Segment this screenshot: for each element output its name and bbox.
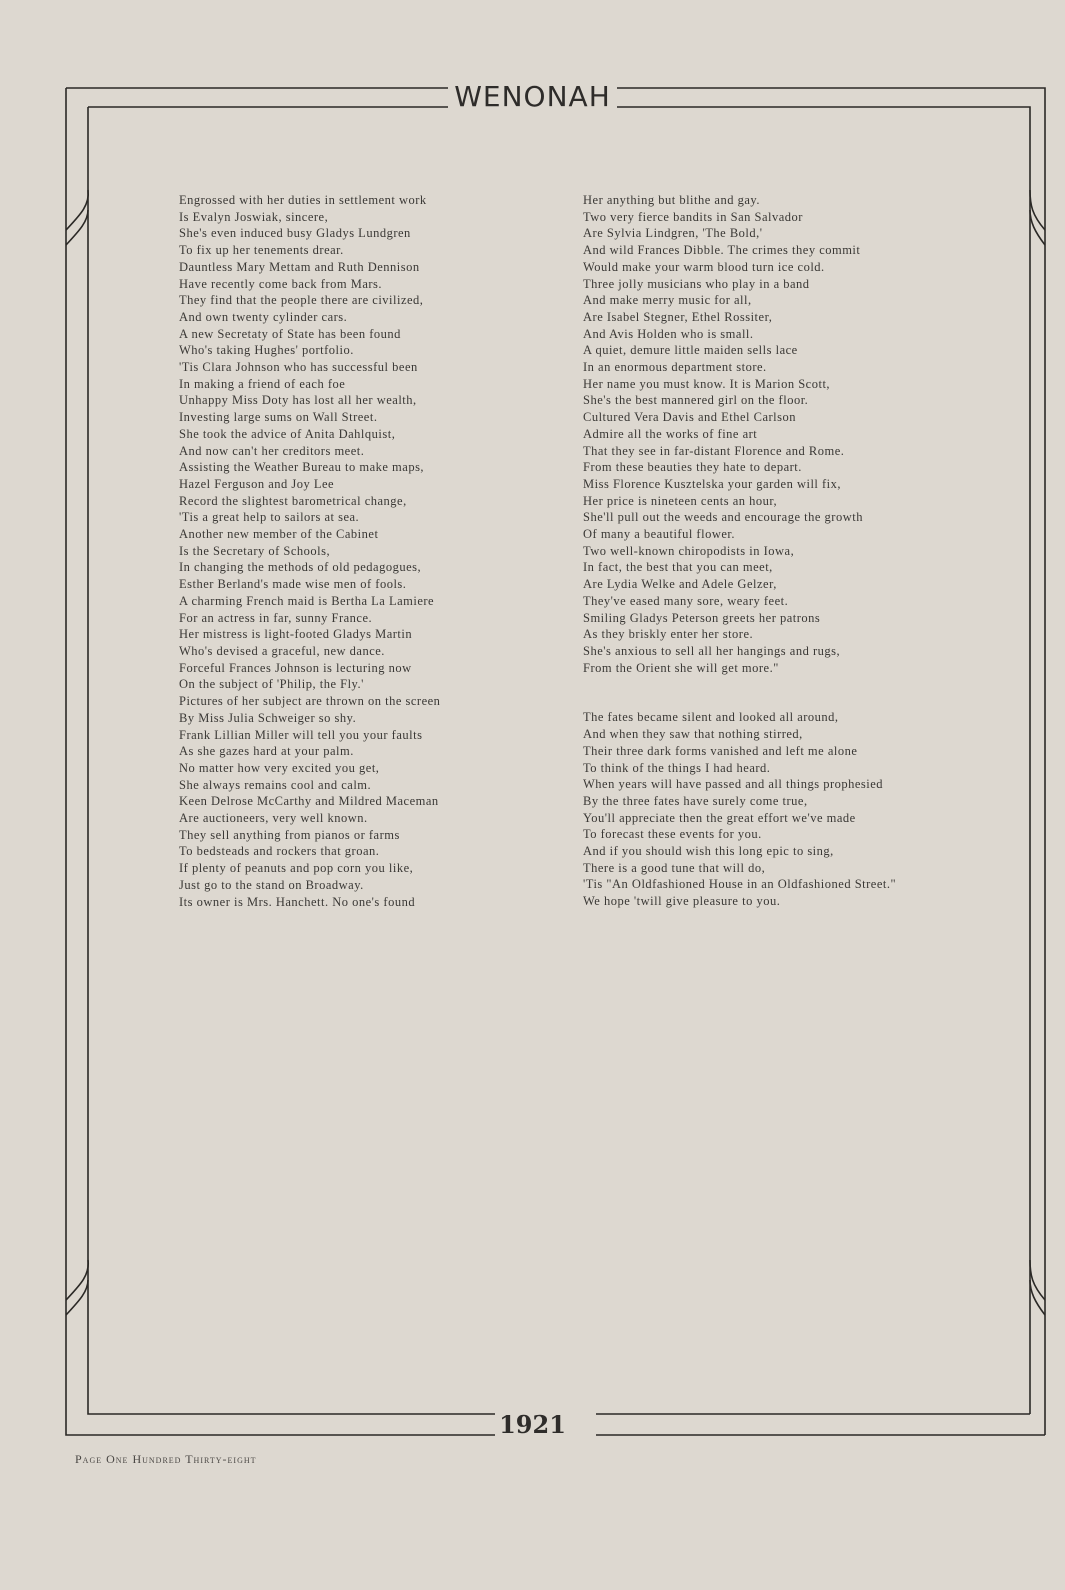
poem-column-left bbox=[179, 192, 519, 910]
poem-line: She's even induced busy Gladys Lundgren bbox=[179, 226, 411, 241]
poem-line: A new Secretaty of State has been found bbox=[179, 326, 401, 341]
poem-line: Are Sylvia Lindgren, 'The Bold,' bbox=[583, 226, 763, 241]
poem-line: Hazel Ferguson and Joy Lee bbox=[179, 476, 335, 491]
page-number-caption: Page One Hundred Thirty-eight bbox=[75, 1452, 257, 1466]
poem-line: Unhappy Miss Doty has lost all her wealth, bbox=[179, 393, 417, 408]
poem-line: By Miss Julia Schweiger so shy. bbox=[179, 710, 357, 725]
poem-line: And wild Frances Dibble. The crimes they commit bbox=[583, 243, 861, 258]
poem-line: And make merry music for all, bbox=[583, 293, 752, 308]
poem-line: Are Isabel Stegner, Ethel Rossiter, bbox=[583, 309, 773, 324]
poem-line: 'Tis Clara Johnson who has successful been bbox=[179, 360, 418, 375]
poem-line: Esther Berland's made wise men of fools. bbox=[179, 577, 407, 592]
poem-column-right bbox=[583, 192, 943, 910]
poem-line: Of many a beautiful flower. bbox=[583, 527, 735, 542]
poem-line: And now can't her creditors meet. bbox=[179, 443, 365, 458]
poem-line: Who's taking Hughes' portfolio. bbox=[179, 343, 354, 358]
poem-line: From the Orient she will get more." bbox=[583, 660, 779, 675]
poem-line: By the three fates have surely come true, bbox=[583, 793, 808, 808]
poem-line: Assisting the Weather Bureau to make maps, bbox=[179, 460, 425, 475]
poem-line: And when they saw that nothing stirred, bbox=[583, 727, 803, 742]
poem-line: A quiet, demure little maiden sells lace bbox=[583, 343, 798, 358]
poem-line: Are auctioneers, very well known. bbox=[179, 811, 368, 826]
poem-line: Three jolly musicians who play in a band bbox=[583, 276, 810, 291]
yearbook-title: WENONAH bbox=[0, 80, 1065, 113]
poem-line: To think of the things I had heard. bbox=[583, 760, 771, 775]
poem-line: Smiling Gladys Peterson greets her patrons bbox=[583, 610, 821, 625]
poem-line: Just go to the stand on Broadway. bbox=[179, 877, 364, 892]
poem-line: To forecast these events for you. bbox=[583, 827, 762, 842]
poem-line: Have recently come back from Mars. bbox=[179, 276, 383, 291]
poem-line: And if you should wish this long epic to sing, bbox=[583, 844, 834, 859]
poem-line: Another new member of the Cabinet bbox=[179, 527, 379, 542]
poem-line: Miss Florence Kusztelska your garden will fix, bbox=[583, 476, 842, 491]
yearbook-year: 1921 bbox=[0, 1410, 1065, 1439]
poem-line: Two very fierce bandits in San Salvador bbox=[583, 209, 803, 224]
poem-line: She'll pull out the weeds and encourage the growth bbox=[583, 510, 863, 525]
poem-line: Admire all the works of fine art bbox=[583, 426, 758, 441]
poem-line: Is Evalyn Joswiak, sincere, bbox=[179, 209, 329, 224]
poem-line: A charming French maid is Bertha La Lamiere bbox=[179, 593, 435, 608]
poem-line: In fact, the best that you can meet, bbox=[583, 560, 773, 575]
poem-line: As she gazes hard at your palm. bbox=[179, 744, 354, 759]
poem-line: If plenty of peanuts and pop corn you like, bbox=[179, 861, 414, 876]
poem-line: Their three dark forms vanished and left me alone bbox=[583, 743, 858, 758]
poem-stanza-continued bbox=[583, 192, 943, 676]
poem-line: When years will have passed and all things prophesied bbox=[583, 777, 884, 792]
poem-line: Keen Delrose McCarthy and Mildred Maceman bbox=[179, 794, 439, 809]
poem-line: She took the advice of Anita Dahlquist, bbox=[179, 426, 396, 441]
poem-line: You'll appreciate then the great effort we've made bbox=[583, 810, 856, 825]
poem-line: That they see in far-distant Florence and Rome. bbox=[583, 443, 845, 458]
poem-line: Forceful Frances Johnson is lecturing now bbox=[179, 660, 412, 675]
poem-line: Frank Lillian Miller will tell you your faults bbox=[179, 727, 423, 742]
poem-line: Would make your warm blood turn ice cold. bbox=[583, 259, 825, 274]
poem-line: Who's devised a graceful, new dance. bbox=[179, 643, 385, 658]
poem-line: To bedsteads and rockers that groan. bbox=[179, 844, 380, 859]
poem-line: There is a good tune that will do, bbox=[583, 860, 766, 875]
poem-line: We hope 'twill give pleasure to you. bbox=[583, 894, 781, 909]
poem-closing-stanza bbox=[583, 709, 943, 909]
poem-line: Her price is nineteen cents an hour, bbox=[583, 493, 778, 508]
poem-line: On the subject of 'Philip, the Fly.' bbox=[179, 677, 364, 692]
poem-line: She's the best mannered girl on the floor. bbox=[583, 393, 809, 408]
poem-line: In an enormous department store. bbox=[583, 360, 767, 375]
poem-line: Investing large sums on Wall Street. bbox=[179, 410, 378, 425]
poem-line: They've eased many sore, weary feet. bbox=[583, 593, 789, 608]
poem-line: Record the slightest barometrical change, bbox=[179, 493, 407, 508]
poem-line: She always remains cool and calm. bbox=[179, 777, 372, 792]
poem-line: Two well-known chiropodists in Iowa, bbox=[583, 543, 795, 558]
poem-line: Dauntless Mary Mettam and Ruth Dennison bbox=[179, 259, 420, 274]
poem-line: In making a friend of each foe bbox=[179, 376, 346, 391]
poem-line: From these beauties they hate to depart. bbox=[583, 460, 802, 475]
poem-line: And Avis Holden who is small. bbox=[583, 326, 754, 341]
poem-line: She's anxious to sell all her hangings and rugs, bbox=[583, 643, 841, 658]
poem-line: Its owner is Mrs. Hanchett. No one's found bbox=[179, 894, 416, 909]
poem-line: Are Lydia Welke and Adele Gelzer, bbox=[583, 577, 777, 592]
poem-line: Engrossed with her duties in settlement work bbox=[179, 193, 427, 207]
poem-line: As they briskly enter her store. bbox=[583, 627, 754, 642]
poem-line: 'Tis "An Oldfashioned House in an Oldfashioned Street." bbox=[583, 877, 897, 892]
poem-line: They sell anything from pianos or farms bbox=[179, 827, 400, 842]
poem-line: Cultured Vera Davis and Ethel Carlson bbox=[583, 410, 797, 425]
poem-line: For an actress in far, sunny France. bbox=[179, 610, 373, 625]
poem-line: Pictures of her subject are thrown on the screen bbox=[179, 694, 441, 709]
poem-line: And own twenty cylinder cars. bbox=[179, 309, 348, 324]
poem-line: No matter how very excited you get, bbox=[179, 760, 380, 775]
poem-line: Is the Secretary of Schools, bbox=[179, 543, 331, 558]
poem-line: Her anything but blithe and gay. bbox=[583, 193, 760, 207]
poem-line: Her mistress is light-footed Gladys Martin bbox=[179, 627, 413, 642]
poem-line: Her name you must know. It is Marion Scott, bbox=[583, 376, 831, 391]
poem-line: The fates became silent and looked all around, bbox=[583, 710, 839, 725]
poem-line: In changing the methods of old pedagogues, bbox=[179, 560, 422, 575]
poem-line: 'Tis a great help to sailors at sea. bbox=[179, 510, 360, 525]
poem-line: To fix up her tenements drear. bbox=[179, 243, 344, 258]
poem-line: They find that the people there are civilized, bbox=[179, 293, 424, 308]
